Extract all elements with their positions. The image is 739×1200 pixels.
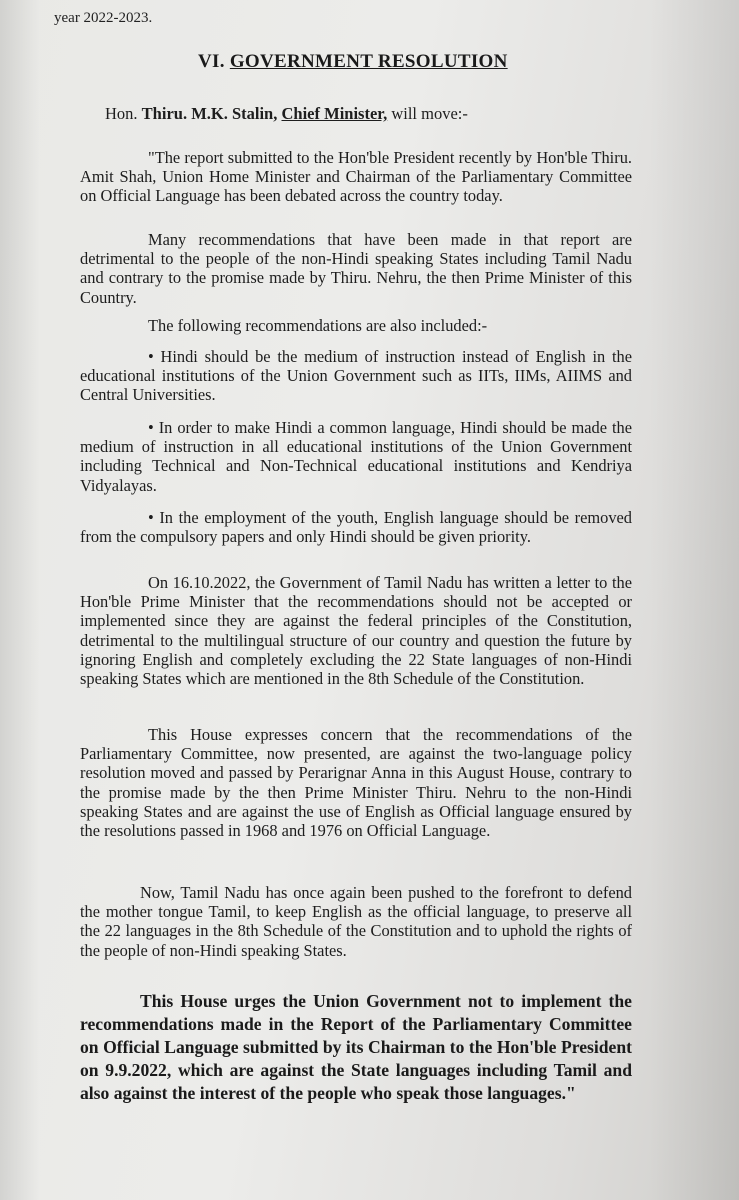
paragraph-6: Now, Tamil Nadu has once again been pushed to the forefront to defend the mother tongue Tamil, to keep English as the official language, to preserve all the 22 languages in the 8th Schedule of the Constitution and to uphold the rights of the people of non-Hindi speaking States. [80,883,632,960]
bullet-3: • In the employment of the youth, English language should be removed from the compulsory papers and only Hindi should be given priority. [80,508,632,547]
section-heading [198,51,508,73]
paragraph-3: The following recommendations are also included:- [148,316,488,335]
mover-suffix: will move:- [387,104,468,123]
paragraph-4: On 16.10.2022, the Government of Tamil Nadu has written a letter to the Hon'ble Prime Minister that the recommendations should not be accepted or implemented since they are against the federal principles of the Constitution, detrimental to the multilingual structure of our country and question the future by ignoring English and completely excluding the 22 State languages of non-Hindi speaking States which are mentioned in the 8th Schedule of the Constitution. [80,573,632,689]
page-shadow-left [0,0,40,1200]
section-title: GOVERNMENT RESOLUTION [229,51,508,72]
paragraph-2: Many recommendations that have been made in that report are detrimental to the people of the non-Hindi speaking States including Tamil Nadu and contrary to the promise made by Thiru. Nehru, the then Prime Minister of this Country. [80,230,632,307]
year-header: year 2022-2023. [54,10,153,26]
mover-role: Chief Minister, [281,104,388,123]
mover-name: Thiru. M.K. Stalin, [141,104,278,123]
resolution-paragraph: This House urges the Union Government not to implement the recommendations made in the Report of the Parliamentary Committee on Official Language submitted by its Chairman to the Hon'ble President on 9.9.2022, which are against the State languages including Tamil and also against the interest of the people who speak those languages." [80,991,632,1103]
mover-line [105,104,468,124]
page-shadow-right [649,0,739,1200]
mover-prefix: Hon. [105,104,142,123]
paragraph-1: "The report submitted to the Hon'ble President recently by Hon'ble Thiru. Amit Shah, Union Home Minister and Chairman of the Parliamentary Committee on Official Language has been debated across the country today. [80,148,632,206]
section-number: VI. [198,51,225,72]
paragraph-5: This House expresses concern that the recommendations of the Parliamentary Committee, now presented, are against the two-language policy resolution moved and passed by Perarignar Anna in this August House, contrary to the promise made by the then Prime Minister Thiru. Nehru to the non-Hindi speaking States and are against the use of English as Official language ensured by the resolutions passed in 1968 and 1976 on Official Language. [80,725,632,841]
bullet-2: • In order to make Hindi a common language, Hindi should be made the medium of instruction in all educational institutions of the Union Government including Technical and Non-Technical educational institutions and Kendriya Vidyalayas. [80,418,632,495]
bullet-1: • Hindi should be the medium of instruction instead of English in the educational institutions of the Union Government such as IITs, IIMs, AIIMS and Central Universities. [80,347,632,405]
